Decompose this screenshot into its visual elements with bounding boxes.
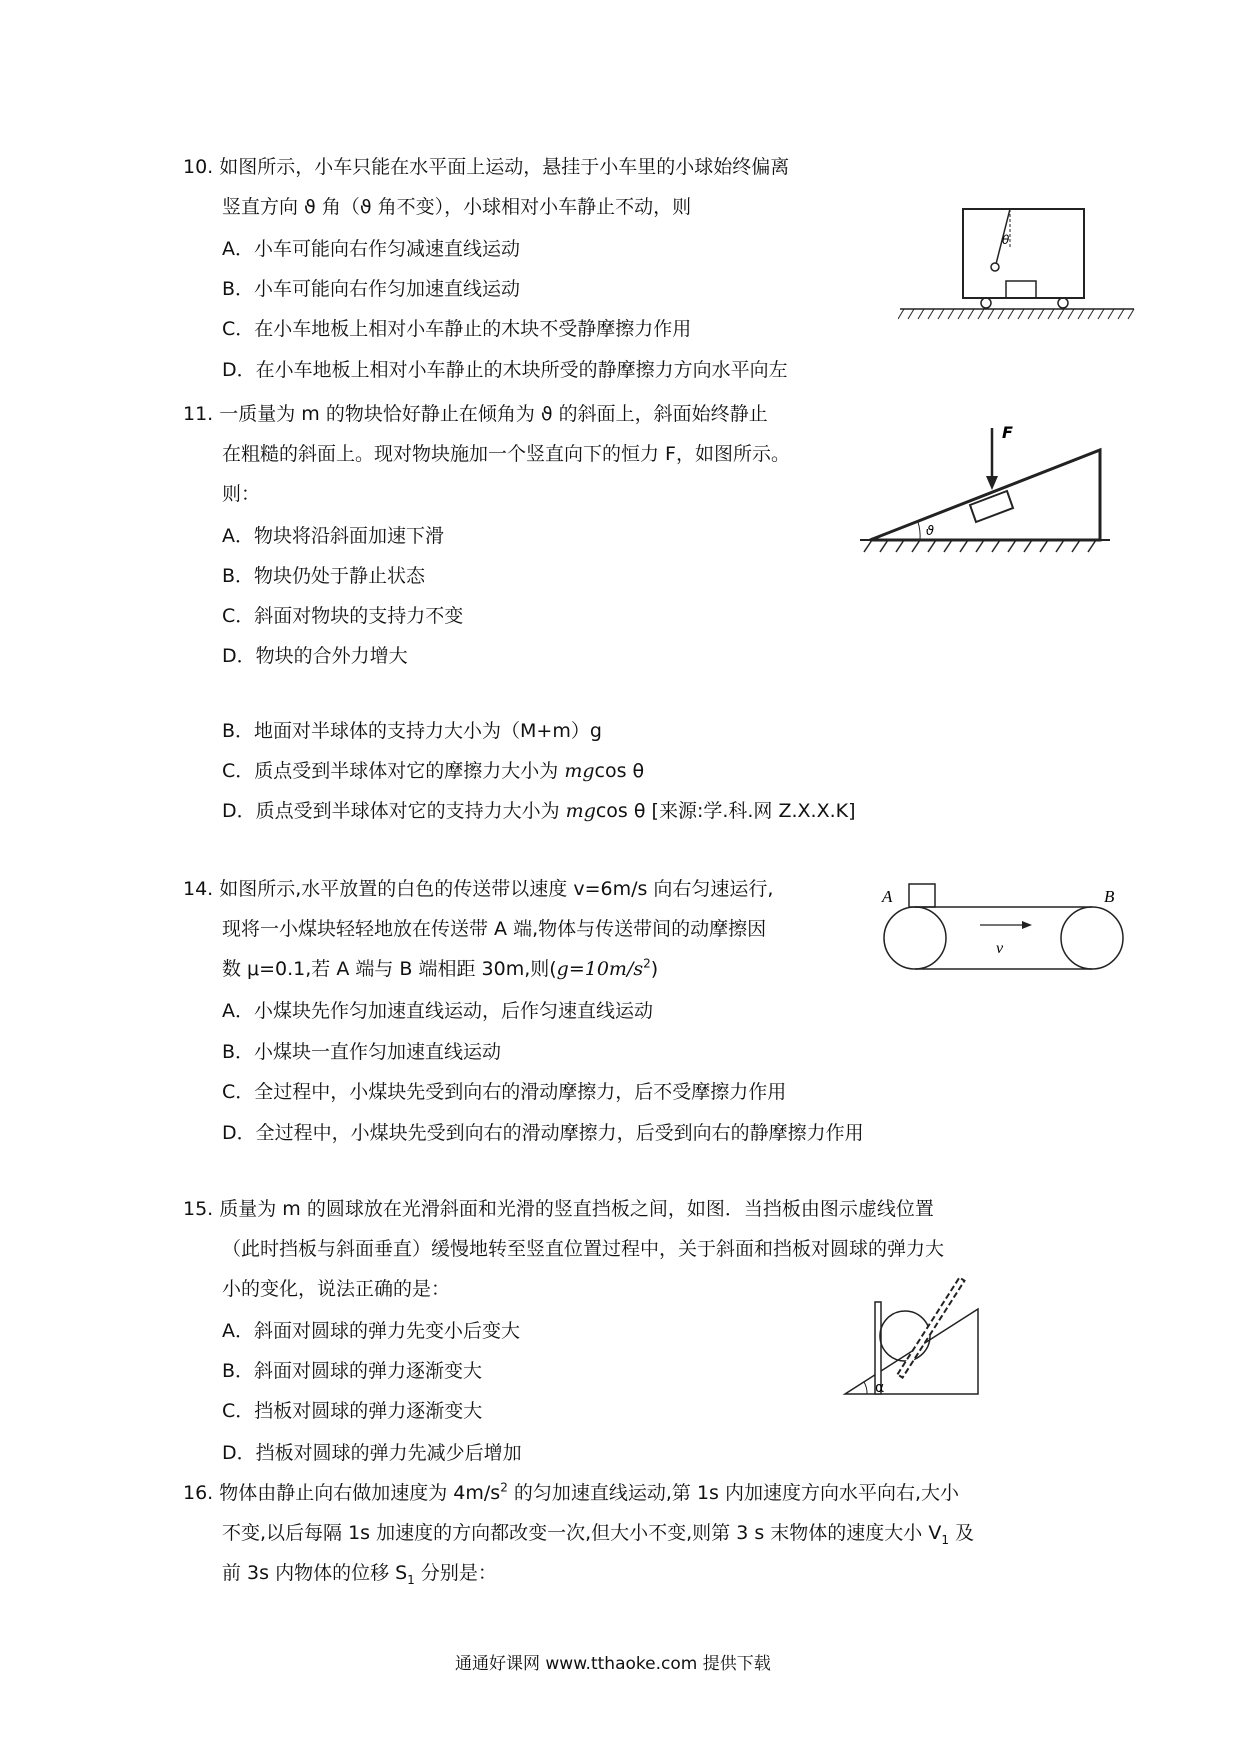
- q14-line1: 14. 如图所示,水平放置的白色的传送带以速度 v=6m/s 向右匀速运行,: [183, 878, 774, 900]
- q15-alpha-label: α: [875, 1380, 885, 1396]
- q11-option-a: A．物块将沿斜面加速下滑: [222, 525, 444, 547]
- q14-line2: 现将一小煤块轻轻地放在传送带 A 端,物体与传送带间的动摩擦因: [222, 918, 767, 940]
- page-footer: 通通好课网 www.tthaoke.com 提供下载: [455, 1654, 771, 1674]
- q14-option-c: C．全过程中，小煤块先受到向右的滑动摩擦力，后不受摩擦力作用: [222, 1081, 787, 1103]
- q11-incline-figure: [860, 418, 1110, 558]
- q16-line2-rest: 及: [948, 1522, 975, 1544]
- q11-option-d: D．物块的合外力增大: [222, 645, 408, 667]
- q10-option-c: C．在小车地板上相对小车静止的木块不受静摩擦力作用: [222, 318, 692, 340]
- q10-cart-figure: [898, 204, 1138, 329]
- q14-gravity-exp: 2: [643, 956, 651, 971]
- q13-option-d: [222, 798, 856, 824]
- q11-option-c: C．斜面对物块的支持力不变: [222, 605, 464, 627]
- q14-line3: [222, 956, 658, 982]
- q14-conveyor-figure: [872, 880, 1132, 980]
- q11-line2: 在粗糙的斜面上。现对物块施加一个竖直向下的恒力 F，如图所示。: [222, 443, 790, 465]
- q16-line1-rest: 的匀加速直线运动,第 1s 内加速度方向水平向右,大小: [507, 1482, 960, 1504]
- q14-velocity-label: v: [996, 940, 1004, 957]
- q14-gravity: g=10m/s: [556, 958, 644, 980]
- q10-option-d: D．在小车地板上相对小车静止的木块所受的静摩擦力方向水平向左: [222, 359, 788, 381]
- q16-line1: [183, 1480, 959, 1506]
- q15-line1: 15. 质量为 m 的圆球放在光滑斜面和光滑的竖直挡板之间，如图．当挡板由图示虚线位置: [183, 1198, 934, 1220]
- q11-line3: 则：: [222, 483, 261, 505]
- q11-option-b: B．物块仍处于静止状态: [222, 565, 426, 587]
- q14-option-b: B．小煤块一直作匀加速直线运动: [222, 1041, 502, 1063]
- q14-option-d: D．全过程中，小煤块先受到向右的滑动摩擦力，后受到向右的静摩擦力作用: [222, 1122, 864, 1144]
- q16-line3: [222, 1560, 497, 1586]
- q14-line3-close: ): [650, 958, 659, 980]
- q15-option-c: C．挡板对圆球的弹力逐渐变大: [222, 1400, 483, 1422]
- q14-line3-text: 数 μ=0.1,若 A 端与 B 端相距 30m,则(: [222, 958, 557, 980]
- q14-end-b-label: B: [1104, 887, 1115, 906]
- q13-option-c: [222, 758, 644, 784]
- q13-option-d-cos: cos θ [来源:学.科.网 Z.X.X.K]: [595, 800, 856, 822]
- q14-option-a: A．小煤块先作匀加速直线运动，后作匀速直线运动: [222, 1000, 653, 1022]
- q13-option-d-text: D．质点受到半球体对它的支持力大小为: [222, 800, 566, 822]
- q16-line1-exp: 2: [500, 1480, 508, 1495]
- q10-line1: 10. 如图所示，小车只能在水平面上运动，悬挂于小车里的小球始终偏离: [183, 156, 790, 178]
- q10-option-b: B．小车可能向右作匀加速直线运动: [222, 278, 521, 300]
- q13-option-c-cos: cos θ: [594, 760, 645, 782]
- q16-line3-text: 前 3s 内物体的位移 S: [222, 1562, 408, 1584]
- q13-option-c-text: C．质点受到半球体对它的摩擦力大小为: [222, 760, 565, 782]
- q15-option-a: A．斜面对圆球的弹力先变小后变大: [222, 1320, 520, 1342]
- q11-theta-label: ϑ: [926, 524, 935, 539]
- q10-option-a: A．小车可能向右作匀减速直线运动: [222, 238, 520, 260]
- q16-line3-rest: 分别是：: [414, 1562, 497, 1584]
- q15-ball-incline-figure: [805, 1252, 985, 1402]
- q15-option-d: D．挡板对圆球的弹力先减少后增加: [222, 1442, 522, 1464]
- q15-line2: （此时挡板与斜面垂直）缓慢地转至竖直位置过程中，关于斜面和挡板对圆球的弹力大: [222, 1238, 945, 1260]
- q13-option-d-math: mg: [565, 800, 596, 822]
- q16-line3-sub: 1: [407, 1572, 415, 1587]
- q15-option-b: B．斜面对圆球的弹力逐渐变大: [222, 1360, 483, 1382]
- q11-line1: 11. 一质量为 m 的物块恰好静止在倾角为 ϑ 的斜面上，斜面始终静止: [183, 403, 768, 425]
- q14-end-a-label: A: [882, 887, 893, 906]
- q16-line2: [222, 1520, 974, 1546]
- q13-option-c-math: mg: [564, 760, 595, 782]
- q10-theta-label: θ: [1002, 233, 1010, 247]
- q16-line2-sub: 1: [941, 1532, 949, 1547]
- q16-line2-text: 不变,以后每隔 1s 加速度的方向都改变一次,但大小不变,则第 3 s 末物体的速度大小 V: [222, 1522, 942, 1544]
- q13-option-b: B．地面对半球体的支持力大小为（M+m）g: [222, 720, 602, 742]
- q10-line2: 竖直方向 ϑ 角（ϑ 角不变），小球相对小车静止不动，则: [222, 196, 692, 218]
- q15-line3: 小的变化，说法正确的是：: [222, 1278, 451, 1300]
- q16-line1-text: 16. 物体由静止向右做加速度为 4m/s: [183, 1482, 501, 1504]
- q11-force-label: F: [1002, 423, 1013, 442]
